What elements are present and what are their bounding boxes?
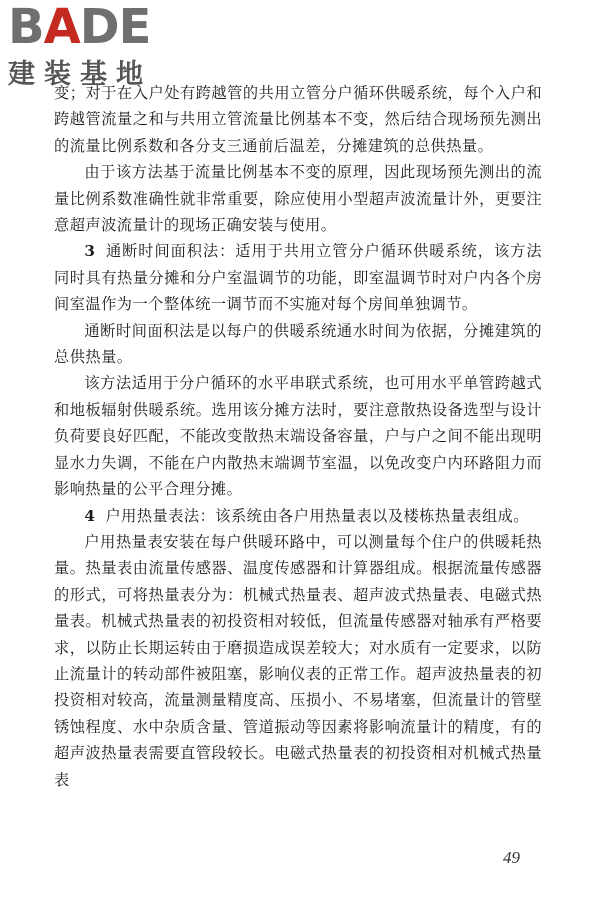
paragraph-text: 变；对于在入户处有跨越管的共用立管分户循环供暖系统，每个入户和跨越管流量之和与共用立管流量比例基本不变，然后结合现场预先测出的流量比例系数和各分支三通前后温差，分摊建筑的总供热量。	[54, 84, 542, 155]
paragraph-text: 通断时间面积法是以每户的供暖系统通水时间为依据，分摊建筑的总供热量。	[54, 321, 542, 367]
watermark-chinese-text: 建装基地	[8, 59, 152, 90]
logo-letter-b: B	[8, 0, 44, 55]
page-number: 49	[503, 848, 520, 867]
logo-letter-a: A	[43, 0, 80, 55]
logo-letters-de: DE	[79, 0, 151, 55]
paragraph	[54, 159, 542, 238]
paragraph-text: 户用热量表安装在每户供暖环路中，可以测量每个住户的供暖耗热量。热量表由流量传感器、温度传感器和计算器组成。根据流量传感器的形式，可将热量表分为：机械式热量表、超声波式热量表、电磁式热量表。机械式热量表的初投资相对较低，但流量传感器对轴承有严格要求，以防止长期运转由于磨损造成误差较大；对水质有一定要求，以防止流量计的转动部件被阻塞，影响仪表的正常工作。超声波热量表的初投资相对较高，流量测量精度高、压损小、不易堵塞，但流量计的管壁锈蚀程度、水中杂质含量、管道振动等因素将影响流量计的精度，有的超声波热量表需要直管段较长。电磁式热量表的初投资相对机械式热量表	[54, 532, 542, 789]
page-body	[54, 80, 542, 793]
section-number: 3	[84, 242, 96, 261]
paragraph-text: 由于该方法基于流量比例基本不变的原理，因此现场预先测出的流量比例系数准确性就非常重要，除应使用小型超声波流量计外，更要注意超声波流量计的现场正确安装与使用。	[54, 163, 542, 235]
paragraph-text: 该方法适用于分户循环的水平串联式系统，也可用水平单管跨越式和地板辐射供暖系统。选用该分摊方法时，要注意散热设备选型与设计负荷要良好匹配，不能改变散热末端设备容量，户与户之间不能出现明显水力失调，不能在户内散热末端调节室温，以免改变户内环路阻力而影响热量的公平合理分摊。	[54, 374, 542, 499]
paragraph	[54, 370, 542, 502]
paragraph	[54, 529, 542, 793]
watermark-logo	[8, 2, 183, 90]
watermark-logo-text	[8, 0, 183, 55]
paragraph	[54, 318, 542, 371]
section-number: 4	[84, 506, 96, 525]
paragraph-continued	[54, 80, 542, 159]
section-paragraph-4	[54, 503, 542, 529]
paragraph-text: 通断时间面积法：适用于共用立管分户循环供暖系统，该方法同时具有热量分摊和分户室温调节的功能，即室温调节时对户内各个房间室温作为一个整体统一调节而不实施对每个房间单独调节。	[54, 242, 542, 314]
section-paragraph-3	[54, 238, 542, 317]
paragraph-text: 户用热量表法：该系统由各户用热量表以及楼栋热量表组成。	[105, 506, 530, 525]
